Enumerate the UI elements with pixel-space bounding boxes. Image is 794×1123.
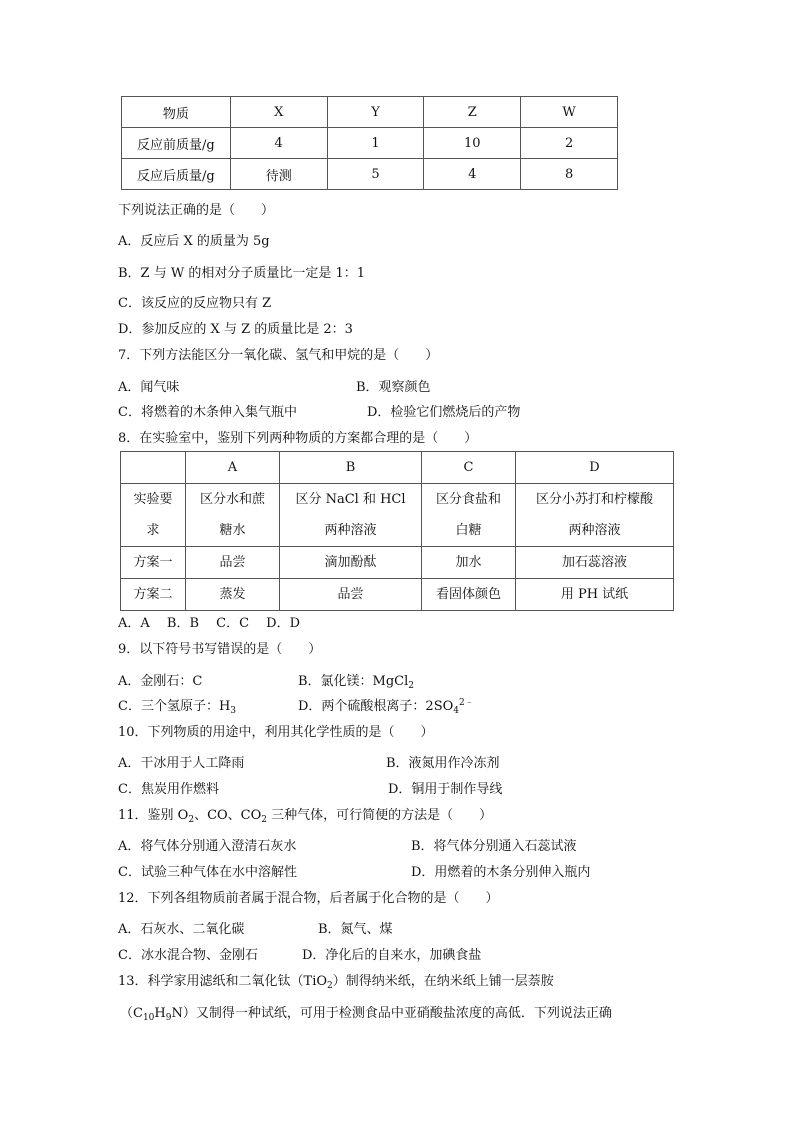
- table-cell: [280, 484, 422, 547]
- subscript: 2: [327, 981, 333, 991]
- question-stem: 9．以下符号书写错误的是（ ）: [118, 642, 322, 657]
- stem-text: （C: [120, 1006, 143, 1021]
- table-row: [121, 547, 674, 579]
- table-header-row: [122, 97, 618, 128]
- option-b: B．液氮用作冷冻剂: [386, 756, 500, 771]
- table-cell: 4: [230, 128, 327, 159]
- table-header-cell: 物质: [122, 97, 231, 128]
- option-text: D．两个硫酸根离子：2SO: [298, 699, 454, 714]
- question-stem-continued: [120, 1002, 612, 1023]
- table-cell: [121, 484, 186, 547]
- mass-table: [121, 96, 618, 190]
- option-b: B．观察颜色: [356, 380, 431, 395]
- subscript: 4: [453, 706, 459, 716]
- question-stem: 8．在实验室中，鉴别下列两种物质的方案都合理的是（ ）: [118, 431, 478, 446]
- stem-text: 三种气体，可行简便的方法是（ ）: [267, 808, 493, 823]
- question-stem: [118, 970, 554, 991]
- subscript: 2: [408, 681, 415, 691]
- table-header-cell: D: [516, 452, 674, 484]
- option-d: D．参加反应的 X 与 Z 的质量比是 2：3: [118, 322, 353, 337]
- cell-text: 两种溶液: [568, 523, 621, 538]
- table-cell: 品尝: [280, 579, 422, 611]
- option-d: [298, 695, 474, 716]
- table-row: [121, 484, 674, 547]
- stem-text: H: [154, 1006, 166, 1021]
- table-cell: 1: [327, 128, 424, 159]
- table-header-cell: C: [422, 452, 516, 484]
- question-stem: 10．下列物质的用途中，利用其化学性质的是（ ）: [118, 725, 434, 740]
- table-header-cell: W: [521, 97, 618, 128]
- stem-text: ）制得纳米纸，在纳米纸上铺一层萘胺: [332, 974, 554, 989]
- subscript: 2: [188, 815, 195, 825]
- table-cell: 2: [521, 128, 618, 159]
- question-stem: [118, 804, 492, 825]
- question-stem: 12．下列各组物质前者属于混合物，后者属于化合物的是（ ）: [118, 891, 499, 906]
- superscript: 2﹣: [459, 698, 474, 708]
- option-b: B．将气体分别通入石蕊试液: [411, 839, 577, 854]
- table-cell: 看固体颜色: [422, 579, 516, 611]
- cell-text: 区分小苏打和柠檬酸: [535, 492, 653, 507]
- table-cell: 8: [521, 159, 618, 190]
- table-cell: [422, 484, 516, 547]
- option-text: C．三个氢原子：H: [118, 699, 231, 714]
- subscript: 3: [230, 706, 237, 716]
- cell-text: 区分食盐和: [435, 492, 501, 507]
- cell-text: 白糖: [455, 523, 482, 538]
- table-header-cell: B: [280, 452, 422, 484]
- table-cell: 方案一: [121, 547, 186, 579]
- option-a: A．干冰用于人工降雨: [118, 756, 245, 771]
- table-row: [122, 128, 618, 159]
- stem-text: 11．鉴别 O: [118, 808, 189, 823]
- table-cell: 反应前质量/g: [122, 128, 231, 159]
- option-a: A．反应后 X 的质量为 5g: [118, 234, 270, 249]
- option-b: B．Z 与 W 的相对分子质量比一定是 1：1: [118, 266, 366, 281]
- table-cell: 5: [327, 159, 424, 190]
- cell-text: 区分水和蔗: [199, 492, 265, 507]
- table-cell: 待测: [230, 159, 327, 190]
- table-cell: 加石蕊溶液: [516, 547, 674, 579]
- option-b: B．氮气、煤: [318, 922, 393, 937]
- option-c: C．该反应的反应物只有 Z: [118, 296, 272, 311]
- table-cell: 方案二: [121, 579, 186, 611]
- table-cell: 滴加酚酞: [280, 547, 422, 579]
- option-b: [298, 670, 414, 691]
- table-cell: 10: [424, 128, 521, 159]
- table-header-cell: [121, 452, 186, 484]
- subscript: 2: [261, 815, 268, 825]
- answer-options: A．A B．B C．C D．D: [118, 616, 301, 631]
- table-header-cell: Y: [327, 97, 424, 128]
- stem-text: N）又制得一种试纸，可用于检测食品中亚硝酸盐浓度的高低．下列说法正确: [171, 1006, 612, 1021]
- table-header-row: [121, 452, 674, 484]
- table-cell: 反应后质量/g: [122, 159, 231, 190]
- option-c: C．焦炭用作燃料: [118, 782, 219, 797]
- option-a: A．闻气味: [118, 380, 180, 395]
- option-a: A．金刚石：C: [118, 674, 203, 689]
- table-header-cell: Z: [424, 97, 521, 128]
- table-cell: [186, 484, 280, 547]
- cell-text: 实验要: [133, 492, 173, 507]
- question-stem: 7．下列方法能区分一氧化碳、氢气和甲烷的是（ ）: [118, 348, 439, 363]
- stem-text: 、CO、CO: [194, 808, 262, 823]
- option-text: B．氯化镁：MgCl: [298, 674, 409, 689]
- table-row: [121, 579, 674, 611]
- table-cell: [516, 484, 674, 547]
- cell-text: 两种溶液: [324, 523, 377, 538]
- question-stem: 下列说法正确的是（ ）: [118, 203, 275, 218]
- option-a: A．将气体分别通入澄清石灰水: [118, 839, 297, 854]
- experiment-table: [120, 451, 674, 611]
- option-a: A．石灰水、二氧化碳: [118, 922, 245, 937]
- subscript: 10: [142, 1013, 155, 1023]
- table-cell: 蒸发: [186, 579, 280, 611]
- table-cell: 用 PH 试纸: [516, 579, 674, 611]
- cell-text: 求: [146, 523, 160, 538]
- table-cell: 加水: [422, 547, 516, 579]
- option-c: [118, 695, 236, 716]
- option-d: D．铜用于制作导线: [388, 782, 503, 797]
- option-c: C．试验三种气体在水中溶解性: [118, 865, 297, 880]
- table-header-cell: X: [230, 97, 327, 128]
- table-cell: 4: [424, 159, 521, 190]
- option-c: C．冰水混合物、金刚石: [118, 948, 258, 963]
- table-row: [122, 159, 618, 190]
- table-header-cell: A: [186, 452, 280, 484]
- stem-text: 13．科学家用滤纸和二氧化钛（TiO: [118, 974, 328, 989]
- subscript: 9: [165, 1013, 172, 1023]
- option-d: D．净化后的自来水，加碘食盐: [302, 948, 482, 963]
- option-c: C．将燃着的木条伸入集气瓶中: [118, 405, 297, 420]
- table-cell: 品尝: [186, 547, 280, 579]
- cell-text: 糖水: [219, 523, 246, 538]
- option-d: D．检验它们燃烧后的产物: [367, 405, 521, 420]
- option-d: D．用燃着的木条分别伸入瓶内: [411, 865, 591, 880]
- cell-text: 区分 NaCl 和 HCl: [295, 492, 406, 507]
